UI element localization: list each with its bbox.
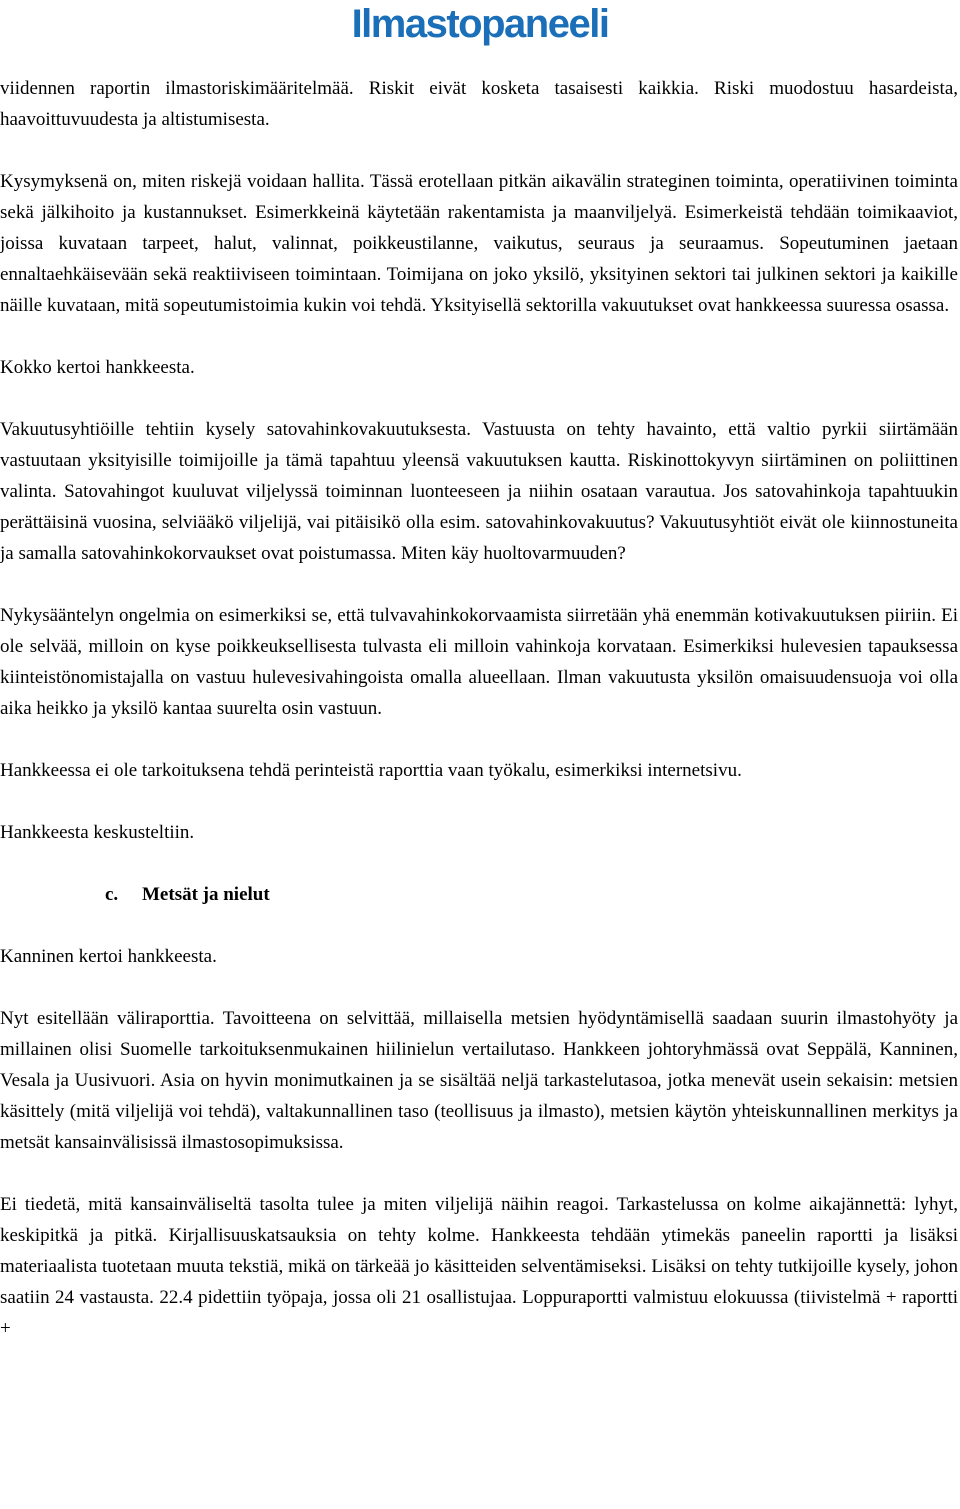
- paragraph-tool: [0, 755, 958, 786]
- sentence: Loppuraportti valmistuu elokuussa (tiivistelmä + raportti +: [0, 1287, 959, 1339]
- sentence: Hankkeessa ei ole tarkoituksena tehdä perinteistä raporttia vaan työkalu, esimerkiksi internetsivu.: [0, 760, 742, 781]
- paragraph-risk-management: [0, 166, 958, 321]
- sentence: Toimijana on joko yksilö, yksityinen sektori tai julkinen sektori ja kaikille näille kuvataan, mitä sopeutumistoimia kukin voi tehdä.: [0, 264, 958, 316]
- paragraph-regulation: [0, 600, 958, 724]
- section-number: c.: [105, 884, 119, 905]
- sentence: Esimerkkeinä käytetään rakentamista ja maanviljelyä.: [255, 202, 677, 223]
- sentence: Nyt esitellään väliraporttia.: [0, 1008, 215, 1029]
- sentence: Sopeutuminen jaetaan ennaltaehkäisevään sekä reaktiiviseen toimintaan.: [0, 233, 958, 285]
- sentence: Esimerkiksi hulevesien tapauksessa kiinteistönomistajalla on vastuu hulevesivahingoista omalla alueellaan.: [0, 636, 959, 688]
- ilmastopaneeli-logo: Ilmastopaneeli: [351, 2, 609, 46]
- sentence: Vastuusta on tehty havainto, että valtio pyrkii siirtämään vastuutaan yksityisille toimijoille ja tämä tapahtuu yleensä vakuutuksen kautta.: [0, 419, 958, 471]
- sentence: Ei ole selvää, milloin on kyse poikkeuksellisesta tulvasta eli milloin vahinkoja korvataan.: [0, 605, 958, 657]
- sentence: Vakuutusyhtiöille tehtiin kysely satovahinkovakuutuksesta.: [0, 419, 471, 440]
- sentence: Tarkastelussa on kolme aikajännettä: lyhyt, keskipitkä ja pitkä.: [0, 1194, 958, 1246]
- sentence: Ei tiedetä, mitä kansainväliseltä tasolta tulee ja miten viljelijä näihin reagoi.: [0, 1194, 609, 1215]
- section-heading-forests: [0, 879, 958, 910]
- sentence: Satovahingot kuuluvat viljelyssä toiminnan luonteeseen ja niihin osataan varautua.: [64, 481, 716, 502]
- paragraph-kokko: [0, 352, 958, 383]
- sentence: Kirjallisuuskatsauksia on tehty kolme.: [168, 1225, 480, 1246]
- sentence: Hankkeen johtoryhmässä ovat Seppälä, Kanninen, Vesala ja Uusivuori.: [0, 1039, 958, 1091]
- paragraph-insurance-survey: [0, 414, 958, 569]
- sentence: Tavoitteena on selvittää, millaisella metsien hyödyntämisellä saadaan suurin ilmastohyöty ja millainen olisi Suomelle tarkoituksenmukainen hiilinielun vertailutaso.: [0, 1008, 958, 1060]
- sentence: Miten käy huoltovarmuuden?: [401, 543, 626, 564]
- sentence: Yksityisellä sektorilla vakuutukset ovat hankkeessa suuressa osassa.: [430, 295, 950, 316]
- sentence: Vakuutusyhtiöt eivät ole kiinnostuneita ja samalla satovahinkokorvaukset ovat poistumassa.: [0, 512, 958, 564]
- paragraph-interim-report: [0, 1003, 958, 1158]
- paragraph-risk-definition: [0, 73, 958, 135]
- sentence: Tässä erotellaan pitkän aikavälin strateginen toiminta, operatiivinen toiminta sekä jälkihoito ja kustannukset.: [0, 171, 958, 223]
- sentence: Jos satovahinkoja tapahtuukin perättäisinä vuosina, selviääkö viljelijä, vai pitäisikö olla esim. satovahinkovakuutus?: [0, 481, 958, 533]
- paragraph-international: [0, 1189, 958, 1344]
- sentence: Kysymyksenä on, miten riskejä voidaan hallita.: [0, 171, 365, 192]
- sentence: Hankkeesta tehdään ytimekäs paneelin raportti ja lisäksi materiaalista tuotetaan muuta tekstiä, mikä on tärkeää jo käsitteiden selventämiseksi.: [0, 1225, 959, 1277]
- sentence: Hankkeesta keskusteltiin.: [0, 822, 195, 843]
- sentence: Kokko kertoi hankkeesta.: [0, 357, 195, 378]
- sentence: viidennen raportin ilmastoriskimääritelmää. Riskit eivät kosketa tasaisesti kaikkia. Riski muodostuu hasardeista, haavoittuvuudesta ja altistumisesta.: [0, 78, 958, 130]
- sentence: Asia on hyvin monimutkainen ja se sisältää neljä tarkastelutasoa, jotka menevät usein sekaisin: metsien käsittely (mitä viljelijä voi tehdä), valtakunnallinen taso (teollisuus ja ilmasto), metsien käytön yhteiskunnallinen merkitys ja metsät kansainvälisissä ilmastosopimuksissa.: [0, 1070, 958, 1153]
- paragraph-kanninen: [0, 941, 958, 972]
- paragraph-discussion: [0, 817, 958, 848]
- sentence: Ilman vakuutusta yksilön omaisuudensuoja voi olla aika heikko ja yksilö kantaa suurelta osin vastuun.: [0, 667, 959, 719]
- sentence: Nykysääntelyn ongelmia on esimerkiksi se, että tulvavahinkokorvaamista siirretään yhä enemmän kotivakuutuksen piiriin.: [0, 605, 937, 626]
- sentence: Lisäksi on tehty tutkijoille kysely, johon saatiin 24 vastausta.: [0, 1256, 958, 1308]
- sentence: Kanninen kertoi hankkeesta.: [0, 946, 217, 967]
- sentence: 22.4 pidettiin työpaja, jossa oli 21 osallistujaa.: [159, 1287, 517, 1308]
- sentence: Esimerkeistä tehdään toimikaaviot, joissa kuvataan tarpeet, halut, valinnat, poikkeustilanne, vaikutus, seuraus ja seuraamus.: [0, 202, 958, 254]
- section-title: Metsät ja nielut: [142, 884, 270, 905]
- sentence: Riskinottokyvyn siirtäminen on poliittinen valinta.: [0, 450, 958, 502]
- document-body: [0, 73, 958, 1375]
